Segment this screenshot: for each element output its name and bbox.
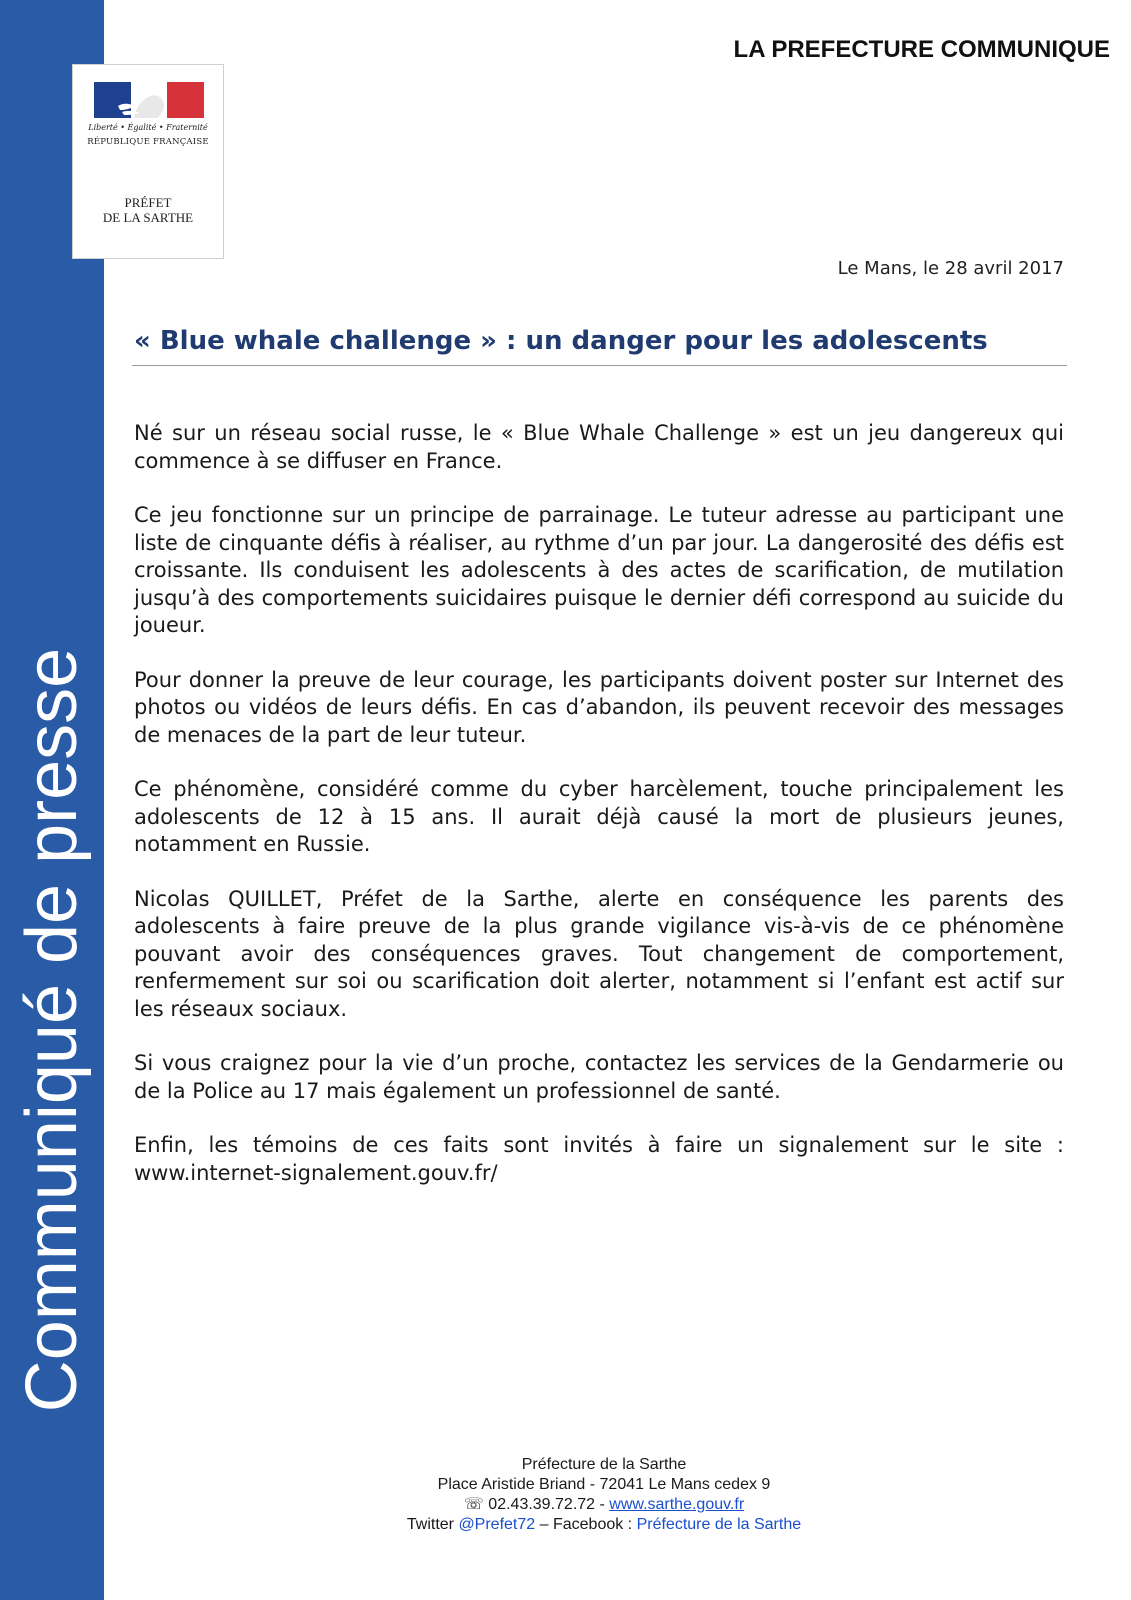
paragraph: Pour donner la preuve de leur courage, les participants doivent poster sur Internet des photos ou vidéos de leurs défis. En cas d’abandon, ils peuvent recevoir des messages de menaces de la part de leur tuteur. [134, 667, 1064, 747]
title-divider [132, 365, 1067, 366]
press-date: Le Mans, le 28 avril 2017 [837, 258, 1064, 279]
republique-text: RÉPUBLIQUE FRANÇAISE [87, 137, 209, 147]
facebook-label: Facebook : [552, 1516, 637, 1533]
paragraph: Nicolas QUILLET, Préfet de la Sarthe, alerte en conséquence les parents des adolescents à faire preuve de la plus grande vigilance vis-à-vis de ce phénomène pouvant avoir des conséquences graves. Tout changement de comportement, renfermement sur soi ou scarification doit alerter, notamment si l’enfant est actif sur les réseaux sociaux. [134, 886, 1064, 1021]
website-link[interactable]: www.sarthe.gouv.fr [609, 1496, 745, 1513]
paragraph: Né sur un réseau social russe, le « Blue Whale Challenge » est un jeu dangereux qui commence à se diffuser en France. [134, 421, 1064, 473]
twitter-label: Twitter [406, 1516, 459, 1533]
paragraph: Ce jeu fonctionne sur un principe de parrainage. Le tuteur adresse au participant une liste de cinquante défis à réaliser, au rythme d’un par jour. La dangerosité des défis est croissante. Ils conduisent les adolescents à des actes de scarification, de mutilation jusqu’à des comportements suicidaires puisque le dernier défi correspond au suicide du joueur. [134, 503, 1064, 637]
sidebar-label: Communiqué de presse [12, 647, 92, 1413]
prefecture-logo [72, 64, 224, 259]
footer-org: Préfecture de la Sarthe [521, 1456, 687, 1473]
article-body [134, 420, 1064, 1214]
twitter-link[interactable]: @Prefet72 [458, 1516, 536, 1533]
footer-address: Place Aristide Briand - 72041 Le Mans cedex 9 [437, 1476, 771, 1493]
paragraph: Si vous craignez pour la vie d’un proche, contactez les services de la Gendarmerie ou de la Police au 17 mais également un professionnel de santé. [134, 1051, 1064, 1103]
marianne-flag-icon [94, 82, 204, 118]
prefet-line-2: DE LA SARTHE [102, 210, 194, 225]
footer-phone: 02.43.39.72.72 [488, 1496, 596, 1513]
page-title: « Blue whale challenge » : un danger pour les adolescents [134, 326, 988, 356]
footer-separator: - [595, 1496, 610, 1513]
prefet-line-1: PRÉFET [124, 195, 172, 210]
prefet-title [73, 195, 223, 225]
paragraph: Ce phénomène, considéré comme du cyber harcèlement, touche principalement les adolescents de 12 à 15 ans. Il aurait déjà causé la mort de plusieurs jeunes, notamment en Russie. [134, 777, 1064, 856]
header-title: LA PREFECTURE COMMUNIQUE [733, 36, 1110, 63]
footer-social [104, 1515, 1104, 1535]
facebook-link[interactable]: Préfecture de la Sarthe [636, 1516, 802, 1533]
footer-contact [104, 1495, 1104, 1515]
devise-text: Liberté • Égalité • Fraternité [88, 123, 208, 132]
phone-icon: ☏ [463, 1496, 484, 1513]
paragraph: Enfin, les témoins de ces faits sont invités à faire un signalement sur le site : www.internet-signalement.gouv.fr/ [134, 1133, 1064, 1185]
footer-dash: – [535, 1516, 553, 1533]
footer [104, 1455, 1104, 1535]
